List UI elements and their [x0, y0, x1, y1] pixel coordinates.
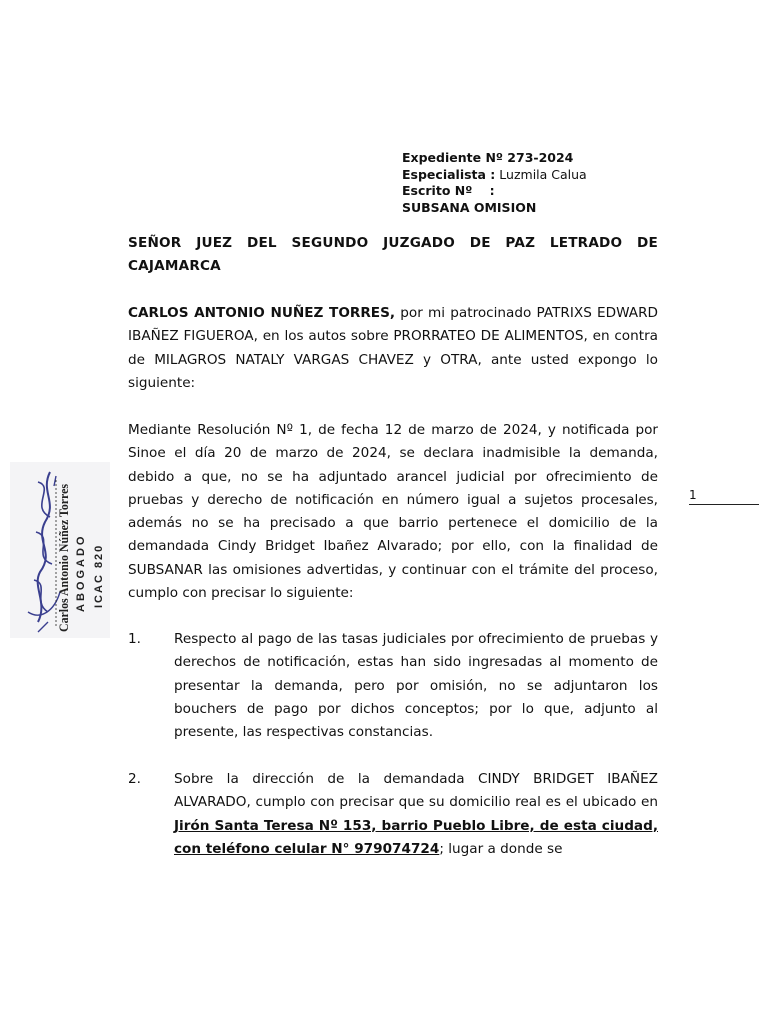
especialista-label: Especialista :: [402, 166, 496, 182]
signature-icon: [10, 462, 110, 638]
subject-text: SUBSANA OMISION: [402, 199, 537, 215]
stamp-name: Carlos Antonio Núñez Torres: [56, 470, 71, 632]
list-number: 2.: [128, 771, 141, 787]
expediente-line: [402, 150, 587, 167]
signature-stamp: [10, 462, 110, 638]
address-text: Jirón Santa Teresa Nº 153, barrio Pueblo Libre, de esta ciudad, con teléfono celular N° 979074724: [174, 817, 658, 857]
list-text-before: Sobre la dirección de la demandada CINDY BRIDGET IBAÑEZ ALVARADO, cumplo con precisar que su domicilio real es el ubicado en: [174, 771, 658, 811]
addressee: SEÑOR JUEZ DEL SEGUNDO JUZGADO DE PAZ LETRADO DE CAJAMARCA: [128, 235, 658, 275]
page-marker-line: [689, 504, 759, 505]
list-text: Respecto al pago de las tasas judiciales por ofrecimiento de pruebas y derechos de notificación, estas han sido ingresadas al momento de presentar la demanda, pero por omisión, no se adjuntaron los bouchers de pago por dichos conceptos; por lo que, adjunto al presente, las respectivas constancias.: [174, 631, 658, 741]
page-number: 1: [689, 488, 697, 502]
expediente-label: Expediente Nº 273-2024: [402, 150, 574, 165]
list-number: 1.: [128, 631, 141, 647]
list-item: [128, 628, 658, 744]
especialista-line: [402, 167, 587, 184]
list-text-after: ; lugar a donde se: [439, 840, 563, 857]
intro-text: por mi patrocinado PATRIXS EDWARD IBAÑEZ FIGUEROA, en los autos sobre PRORRATEO DE ALIMENTOS, en contra de MILAGROS NATALY VARGAS CHAVEZ y OTRA, ante usted expongo lo siguiente:: [128, 305, 659, 391]
stamp-registration: ICAC 820: [93, 543, 105, 608]
escrito-label: Escrito Nº :: [402, 183, 495, 198]
intro-paragraph: [128, 302, 658, 395]
lawyer-name: CARLOS ANTONIO NUÑEZ TORRES,: [128, 305, 396, 321]
resolution-paragraph: Mediante Resolución Nº 1, de fecha 12 de marzo de 2024, y notificada por Sinoe el día 20 de marzo de 2024, se declara inadmisible la demanda, debido a que, no se ha adjuntado arancel judicial por ofrecimiento de pruebas y derecho de notificación en número igual a sujetos procesales, además no se ha precisado a que barrio pertenece el domicilio de la demandada Cindy Bridget Ibañez Alvarado; por ello, con la finalidad de SUBSANAR las omisiones advertidas, y continuar con el trámite del proceso, cumplo con precisar lo siguiente:: [128, 422, 658, 602]
list-text: [174, 768, 658, 861]
case-header: [402, 150, 587, 216]
list-item: [128, 768, 658, 861]
escrito-line: [402, 183, 587, 200]
stamp-title: ABOGADO: [75, 533, 87, 612]
subject-line: [402, 200, 587, 217]
especialista-value: Luzmila Calua: [495, 166, 587, 182]
